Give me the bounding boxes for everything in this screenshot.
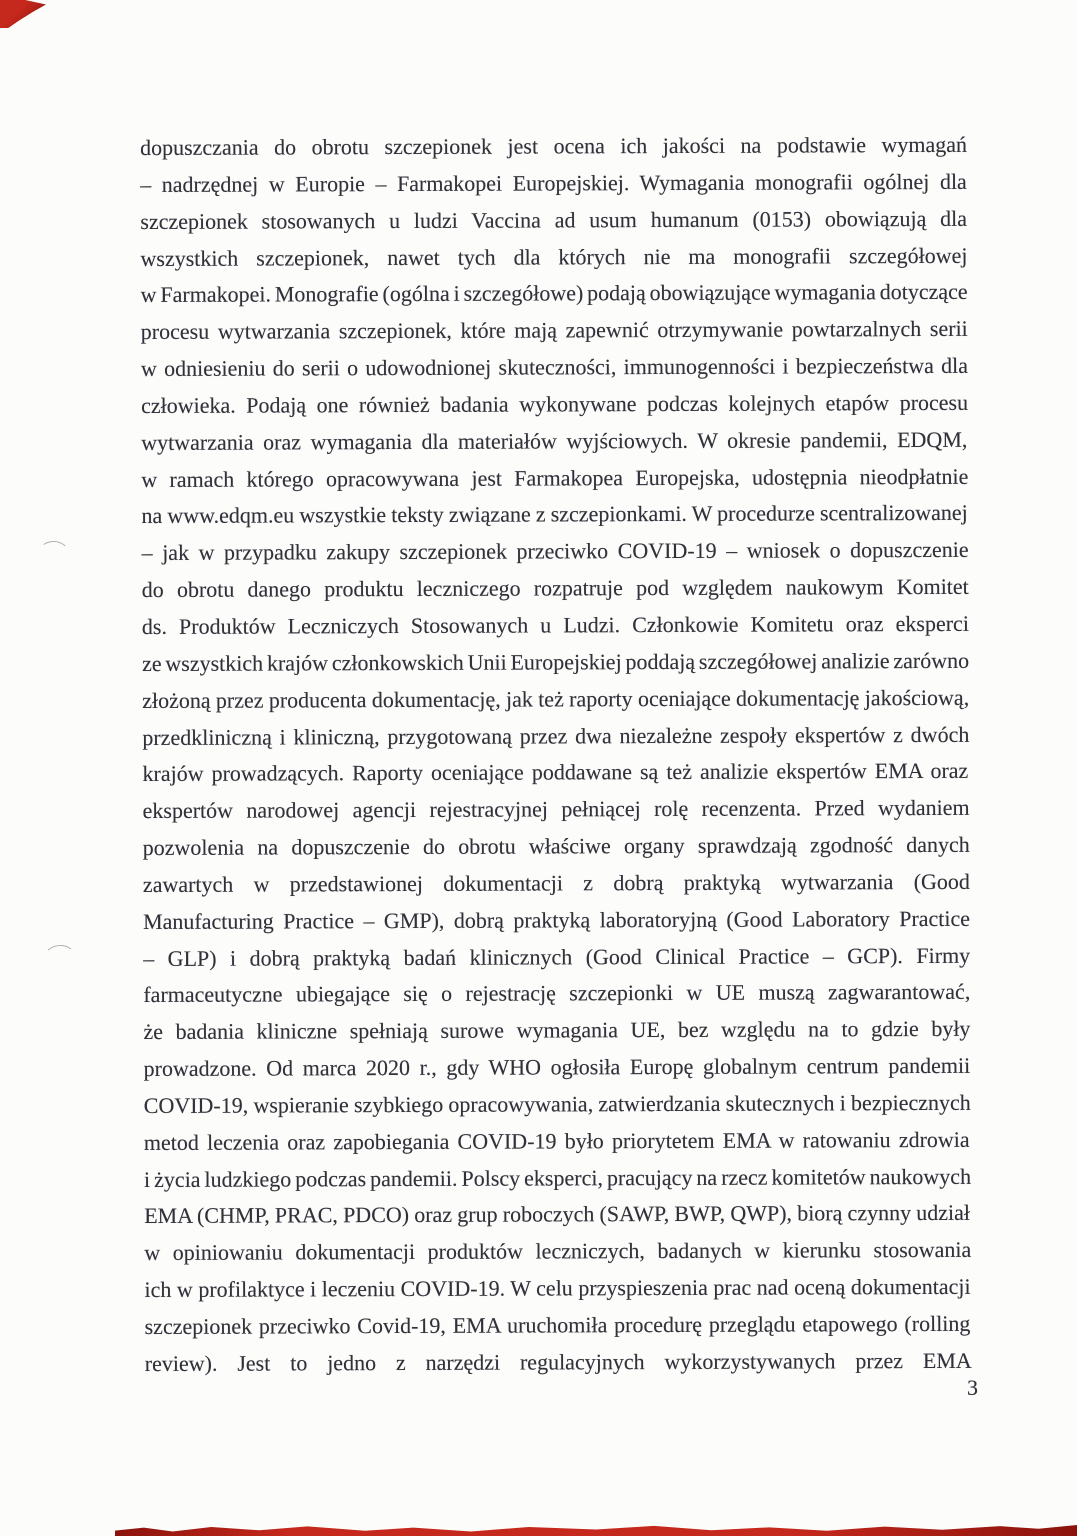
text-line: – nadrzędnej w Europie – Farmakopei Europejskiej. Wymagania monografii ogólnej dla [140, 168, 967, 197]
text-line: ich w profilaktyce i leczeniu COVID-19. W celu przyspieszenia prac nad oceną dokumentacji [144, 1273, 971, 1303]
text-line: farmaceutyczne ubiegające się o rejestrację szczepionki w UE muszą zagwarantować, [143, 979, 971, 1008]
text-line: człowieka. Podają one również badania wykonywane podczas kolejnych etapów procesu [141, 389, 969, 418]
text-line: EMA (CHMP, PRAC, PDCO) oraz grup roboczych (SAWP, BWP, QWP), biorą czynny udział [144, 1200, 971, 1229]
page-number: 3 [967, 1375, 978, 1400]
text-line: pozwolenia na dopuszczenie do obrotu właściwe organy sprawdzają zgodność danych [142, 831, 970, 861]
text-line: ze wszystkich krajów członkowskich Unii Europejskiej poddają szczegółowej analizie zarówno [141, 647, 970, 676]
text-line: – GLP) i dobrą praktyką badań klinicznych (Good Clinical Practice – GCP). Firmy [143, 942, 971, 971]
text-line: w Farmakopei. Monografie (ogólna i szczegółowe) podają obowiązujące wymagania dotyczące [140, 279, 968, 308]
text-line: krajów prowadzących. Raporty oceniające poddawane są też analizie ekspertów EMA oraz [142, 758, 969, 787]
text-line: w odniesieniu do serii o udowodnionej skuteczności, immunogenności i bezpieczeństwa dla [140, 352, 968, 382]
scan-artifact-bottom-strip [115, 1524, 1077, 1536]
text-line: dopuszczania do obrotu szczepionek jest ocena ich jakości na podstawie wymagań [140, 131, 968, 160]
text-line: procesu wytwarzania szczepionek, które mają zapewnić otrzymywanie powtarzalnych serii [140, 316, 968, 345]
page-text [140, 127, 972, 1383]
text-line: przedkliniczną i kliniczną, przygotowaną przez dwa niezależne zespoły ekspertów z dwóch [142, 721, 970, 750]
text-line: wszystkich szczepionek, nawet tych dla których nie ma monografii szczegółowej [140, 242, 968, 271]
text-line: review). Jest to jedno z narzędzi regulacyjnych wykorzystywanych przez EMA [144, 1347, 972, 1376]
text-line: ds. Produktów Leczniczych Stosowanych u Ludzi. Członkowie Komitetu oraz eksperci [141, 610, 969, 639]
text-line: COVID-19, wspieranie szybkiego opracowywania, zatwierdzania skutecznych i bezpiecznych [143, 1089, 971, 1118]
pencil-arc-mark [38, 540, 70, 566]
text-line: metod leczenia oraz zapobiegania COVID-19 było priorytetem EMA w ratowaniu zdrowia [143, 1126, 970, 1155]
text-line: wytwarzania oraz wymagania dla materiałów wyjściowych. W okresie pandemii, EDQM, [141, 426, 968, 455]
text-line: na www.edqm.eu wszystkie teksty związane z szczepionkami. W procedurze scentralizowanej [141, 500, 968, 529]
text-line: złożoną przez producenta dokumentację, jak też raporty oceniające dokumentację jakościową, [142, 684, 970, 713]
text-line: zawartych w przedstawionej dokumentacji z dobrą praktyką wytwarzania (Good [142, 868, 970, 897]
text-line: – jak w przypadku zakupy szczepionek przeciwko COVID-19 – wniosek o dopuszczenie [141, 537, 969, 566]
text-line: szczepionek przeciwko Covid-19, EMA uruchomiła procedurę przeglądu etapowego (rolling [144, 1310, 971, 1339]
text-line: ekspertów narodowej agencji rejestracyjnej pełniącej rolę recenzenta. Przed wydaniem [142, 795, 970, 824]
text-line: że badania kliniczne spełniają surowe wymagania UE, bez względu na to gdzie były [143, 1016, 971, 1045]
text-line: szczepionek stosowanych u ludzi Vaccina ad usum humanum (0153) obowiązują dla [140, 205, 968, 234]
text-line: w opiniowaniu dokumentacji produktów leczniczych, badanych w kierunku stosowania [144, 1237, 972, 1266]
text-line: i życia ludzkiego podczas pandemii. Polscy eksperci, pracujący na rzecz komitetów naukowych [143, 1163, 972, 1192]
text-line: Manufacturing Practice – GMP), dobrą praktyką laboratoryjną (Good Laboratory Practice [142, 905, 971, 934]
text-line: w ramach którego opracowywana jest Farmakopea Europejska, udostępnia nieodpłatnie [141, 463, 969, 492]
scan-artifact-corner [0, 0, 46, 28]
text-line: prowadzone. Od marca 2020 r., gdy WHO ogłosiła Europę globalnym centrum pandemii [143, 1052, 971, 1082]
pencil-arc-mark [43, 944, 76, 972]
text-line: do obrotu danego produktu leczniczego rozpatruje pod względem naukowym Komitet [141, 573, 969, 603]
